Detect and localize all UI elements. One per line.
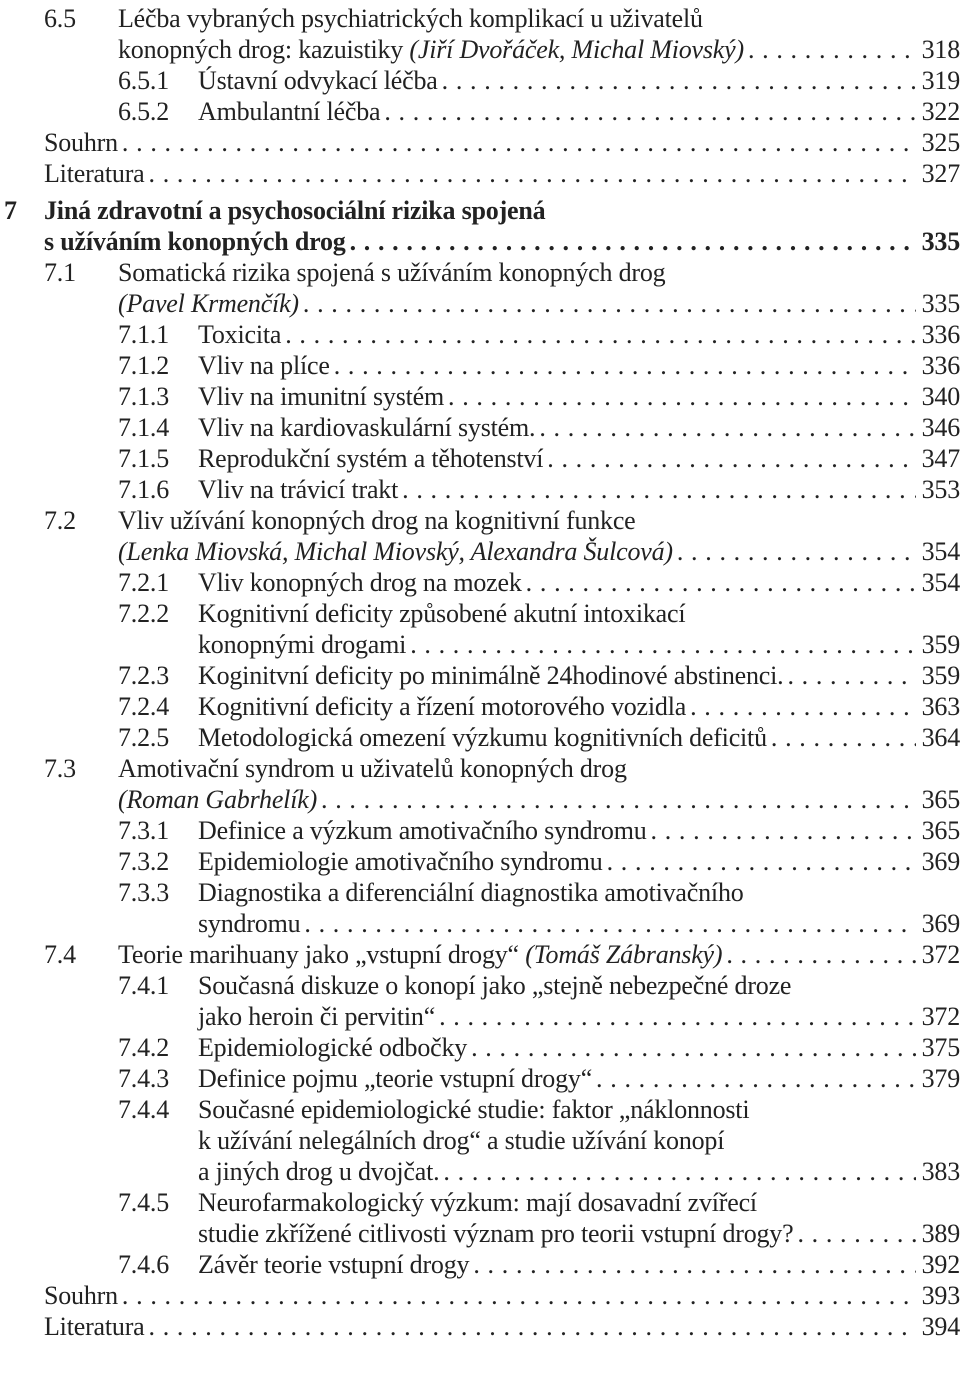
toc-entry[interactable] xyxy=(0,195,960,257)
dot-leader xyxy=(596,1063,916,1094)
section-title-text: Léčba vybraných psychiatrických komplikací u uživatelů xyxy=(118,4,703,33)
section-number: 7.3.3 xyxy=(118,878,170,907)
toc-entry-line xyxy=(0,815,960,846)
section-title-text: Vliv na plíce xyxy=(198,351,330,380)
dot-leader xyxy=(442,65,916,96)
page-number: 340 xyxy=(921,382,960,411)
dot-leader xyxy=(122,127,916,158)
toc-entry[interactable] xyxy=(0,474,960,505)
section-title xyxy=(198,629,410,660)
section-author: (Tomáš Zábranský) xyxy=(525,940,723,969)
dot-leader xyxy=(384,96,916,127)
section-title xyxy=(118,4,703,33)
section-title-text: Vliv na imunitní systém xyxy=(198,382,445,411)
toc-entry-line xyxy=(0,567,960,598)
section-title-text: konopnými drogami xyxy=(198,630,407,659)
toc-entry-line xyxy=(0,412,960,443)
dot-leader xyxy=(690,691,916,722)
toc-entry-line xyxy=(0,939,960,970)
section-title xyxy=(198,908,304,939)
toc-entry-line xyxy=(0,226,960,257)
toc-entry-line xyxy=(0,1156,960,1187)
section-title-text: Epidemiologie amotivačního syndromu xyxy=(198,847,603,876)
section-number: 7.3 xyxy=(44,754,76,783)
section-title xyxy=(198,443,547,474)
section-number: 7.4.2 xyxy=(118,1033,170,1062)
section-title xyxy=(198,567,526,598)
page-number: 359 xyxy=(921,630,960,659)
section-title xyxy=(198,319,285,350)
toc-entry-line xyxy=(0,1187,960,1218)
page-number: 365 xyxy=(921,785,960,814)
section-number: 7.1.4 xyxy=(118,413,170,442)
section-title-text: Amotivační syndrom u uživatelů konopných drog xyxy=(118,754,627,783)
toc-entry-line xyxy=(0,1311,960,1342)
toc-entry[interactable] xyxy=(0,598,960,660)
page-number: 319 xyxy=(921,66,960,95)
page-number: 363 xyxy=(921,692,960,721)
toc-entry-line xyxy=(0,65,960,96)
section-author: (Pavel Krmenčík) xyxy=(118,289,299,318)
section-title-text: Literatura xyxy=(44,1312,145,1341)
page-number: 354 xyxy=(921,568,960,597)
section-title-text: syndromu xyxy=(198,909,301,938)
page-number: 372 xyxy=(921,1002,960,1031)
section-title-text: Jiná zdravotní a psychosociální rizika spojená xyxy=(44,196,546,225)
page-number: 347 xyxy=(921,444,960,473)
dot-leader xyxy=(321,784,916,815)
section-title xyxy=(198,1218,797,1249)
dot-leader xyxy=(410,629,916,660)
section-title xyxy=(198,1063,596,1094)
toc-entry-line xyxy=(0,1125,960,1156)
page-number: 327 xyxy=(921,159,960,188)
toc-entry[interactable] xyxy=(0,443,960,474)
dot-leader xyxy=(439,1001,916,1032)
section-title xyxy=(44,226,350,257)
section-title-text: Literatura xyxy=(44,159,145,188)
section-title xyxy=(198,412,539,443)
toc-entry[interactable] xyxy=(0,753,960,815)
dot-leader xyxy=(473,1249,916,1280)
toc-entry[interactable] xyxy=(0,722,960,753)
section-author: (Lenka Miovská, Michal Miovský, Alexandra Šulcová) xyxy=(118,537,673,566)
page-number: 375 xyxy=(921,1033,960,1062)
section-title-text: Definice a výzkum amotivačního syndromu xyxy=(198,816,647,845)
section-title-text: Metodologická omezení výzkumu kognitivních deficitů xyxy=(198,723,767,752)
section-title-text: Toxicita xyxy=(198,320,282,349)
toc-entry[interactable] xyxy=(0,1280,960,1311)
toc-entry[interactable] xyxy=(0,350,960,381)
section-title xyxy=(198,846,607,877)
section-number: 6.5 xyxy=(44,4,76,33)
toc-entry-line xyxy=(0,784,960,815)
page-number: 365 xyxy=(921,816,960,845)
section-title-text: Vliv na trávicí trakt xyxy=(198,475,399,504)
toc-entry[interactable] xyxy=(0,319,960,350)
dot-leader xyxy=(607,846,916,877)
toc-entry[interactable] xyxy=(0,1063,960,1094)
page-number: 346 xyxy=(921,413,960,442)
page-number: 336 xyxy=(921,351,960,380)
toc-entry-line xyxy=(0,598,960,629)
section-title-text: Somatická rizika spojená s užíváním konopných drog xyxy=(118,258,666,287)
section-title xyxy=(198,691,690,722)
toc-entry[interactable] xyxy=(0,96,960,127)
toc-entry[interactable] xyxy=(0,65,960,96)
dot-leader xyxy=(149,1311,917,1342)
section-title-text: Vliv na kardiovaskulární systém. xyxy=(198,413,536,442)
toc-entry-line xyxy=(0,877,960,908)
section-title-text: Epidemiologické odbočky xyxy=(198,1033,468,1062)
toc-entry-line xyxy=(0,1001,960,1032)
section-number: 7 xyxy=(4,196,17,225)
toc-entry[interactable] xyxy=(0,691,960,722)
toc-entry[interactable] xyxy=(0,1249,960,1280)
dot-leader xyxy=(726,939,916,970)
dot-leader xyxy=(771,722,916,753)
section-title-text: Vliv užívání konopných drog na kognitivní funkce xyxy=(118,506,636,535)
section-title xyxy=(44,1280,122,1311)
section-title xyxy=(198,1156,443,1187)
section-title-text: Kognitivní deficity a řízení motorového vozidla xyxy=(198,692,687,721)
section-title xyxy=(198,722,771,753)
page-number: 364 xyxy=(921,723,960,752)
section-title xyxy=(198,1032,471,1063)
dot-leader xyxy=(122,1280,916,1311)
toc-entry[interactable] xyxy=(0,939,960,970)
section-number: 7.2.3 xyxy=(118,661,170,690)
section-number: 7.4.3 xyxy=(118,1064,170,1093)
dot-leader xyxy=(448,381,916,412)
section-number: 7.2 xyxy=(44,506,76,535)
section-title-text: Souhrn xyxy=(44,1281,118,1310)
section-title xyxy=(118,506,636,535)
dot-leader xyxy=(547,443,916,474)
toc-entry[interactable] xyxy=(0,660,960,691)
section-title-text: Reprodukční systém a těhotenství xyxy=(198,444,544,473)
dot-leader xyxy=(797,1218,916,1249)
section-number: 7.4.5 xyxy=(118,1188,170,1217)
page-number: 335 xyxy=(921,227,960,256)
section-title xyxy=(198,1095,749,1124)
toc-entry-line xyxy=(0,34,960,65)
section-title-text: Definice pojmu „teorie vstupní drogy“ xyxy=(198,1064,593,1093)
dot-leader xyxy=(539,412,916,443)
section-number: 7.2.4 xyxy=(118,692,170,721)
section-number: 7.3.1 xyxy=(118,816,170,845)
toc-entry-line xyxy=(0,257,960,288)
section-title xyxy=(198,96,384,127)
section-number: 6.5.2 xyxy=(118,97,170,126)
section-title-text: Souhrn xyxy=(44,128,118,157)
section-number: 7.4.4 xyxy=(118,1095,170,1124)
section-title xyxy=(44,196,545,225)
toc-entry-line xyxy=(0,1218,960,1249)
section-title-text: Kognitivní deficity způsobené akutní intoxikací xyxy=(198,599,686,628)
dot-leader xyxy=(334,350,916,381)
toc-entry-line xyxy=(0,288,960,319)
toc-entry[interactable] xyxy=(0,1187,960,1249)
toc-entry-line xyxy=(0,722,960,753)
section-number: 7.2.5 xyxy=(118,723,170,752)
section-title-text: Neurofarmakologický výzkum: mají dosavadní zvířecí xyxy=(198,1188,757,1217)
toc-entry-line xyxy=(0,970,960,1001)
page-number: 383 xyxy=(921,1157,960,1186)
toc-entry[interactable] xyxy=(0,412,960,443)
section-title-text: konopných drog: kazuistiky xyxy=(118,35,410,64)
dot-leader xyxy=(285,319,916,350)
section-title-text: a jiných drog u dvojčat. xyxy=(198,1157,440,1186)
dot-leader xyxy=(350,226,916,257)
section-title xyxy=(44,1311,149,1342)
section-number: 6.5.1 xyxy=(118,66,170,95)
page-number: 325 xyxy=(921,128,960,157)
section-title xyxy=(198,65,442,96)
page-number: 359 xyxy=(921,661,960,690)
page-number: 379 xyxy=(921,1064,960,1093)
section-number: 7.4.1 xyxy=(118,971,170,1000)
toc-entry-line xyxy=(0,127,960,158)
toc-entry[interactable] xyxy=(0,567,960,598)
section-number: 7.1.2 xyxy=(118,351,170,380)
toc-entry-line xyxy=(0,381,960,412)
section-title-text: Vliv konopných drog na mozek xyxy=(198,568,522,597)
dot-leader xyxy=(677,536,916,567)
page-number: 318 xyxy=(921,35,960,64)
page-number: 369 xyxy=(921,847,960,876)
section-title-text: Koginitvní deficity po minimálně 24hodinové abstinenci. xyxy=(198,661,784,690)
page-number: 389 xyxy=(921,1219,960,1248)
toc-entry-line xyxy=(0,350,960,381)
section-title xyxy=(44,158,149,189)
toc-entry-line xyxy=(0,158,960,189)
section-title xyxy=(44,127,122,158)
section-title xyxy=(198,1001,439,1032)
toc-entry-line xyxy=(0,3,960,34)
section-title-text: Současná diskuze o konopí jako „stejně nebezpečné droze xyxy=(198,971,792,1000)
page-number: 369 xyxy=(921,909,960,938)
section-title-text: Ústavní odvykací léčba xyxy=(198,66,438,95)
dot-leader xyxy=(304,908,916,939)
dot-leader xyxy=(787,660,916,691)
section-number: 7.2.1 xyxy=(118,568,170,597)
section-title-text: Závěr teorie vstupní drogy xyxy=(198,1250,470,1279)
toc-entry-line xyxy=(0,96,960,127)
toc-entry-line xyxy=(0,1032,960,1063)
toc-entry-line xyxy=(0,474,960,505)
dot-leader xyxy=(149,158,917,189)
section-title xyxy=(198,381,448,412)
toc-entry-line xyxy=(0,1094,960,1125)
toc-entry-line xyxy=(0,629,960,660)
toc-entry[interactable] xyxy=(0,877,960,939)
section-title xyxy=(198,660,787,691)
section-number: 7.1.1 xyxy=(118,320,170,349)
section-title-text: studie zkřížené citlivosti význam pro teorii vstupní drogy? xyxy=(198,1219,794,1248)
toc-entry[interactable] xyxy=(0,1311,960,1342)
dot-leader xyxy=(471,1032,916,1063)
toc-entry-line xyxy=(0,691,960,722)
section-title xyxy=(118,34,748,65)
page-number: 335 xyxy=(921,289,960,318)
section-title-text: k užívání nelegálních drog“ a studie užívání konopí xyxy=(198,1126,725,1155)
section-number: 7.1.3 xyxy=(118,382,170,411)
section-number: 7.4 xyxy=(44,940,76,969)
section-title xyxy=(198,1126,724,1155)
section-author: (Jiří Dvořáček, Michal Miovský) xyxy=(409,35,744,64)
section-title xyxy=(198,599,685,628)
dot-leader xyxy=(443,1156,916,1187)
toc-entry[interactable] xyxy=(0,3,960,65)
section-title-text: Diagnostika a diferenciální diagnostika amotivačního xyxy=(198,878,744,907)
section-title-text: Ambulantní léčba xyxy=(198,97,381,126)
toc-entry[interactable] xyxy=(0,815,960,846)
section-title xyxy=(198,878,744,907)
section-number: 7.1.5 xyxy=(118,444,170,473)
section-title xyxy=(198,350,334,381)
section-title xyxy=(118,536,677,567)
dot-leader xyxy=(526,567,916,598)
toc-entry-line xyxy=(0,1280,960,1311)
page-number: 336 xyxy=(921,320,960,349)
section-title-text: jako heroin či pervitin“ xyxy=(198,1002,436,1031)
section-title-text: Teorie marihuany jako „vstupní drogy“ xyxy=(118,940,526,969)
toc-entry[interactable] xyxy=(0,1032,960,1063)
page-number: 354 xyxy=(921,537,960,566)
toc-entry-line xyxy=(0,660,960,691)
section-title xyxy=(118,288,303,319)
toc-entry-line xyxy=(0,1063,960,1094)
toc-entry-line xyxy=(0,319,960,350)
toc-entry-line xyxy=(0,536,960,567)
toc-entry[interactable] xyxy=(0,257,960,319)
section-author: (Roman Gabrhelík) xyxy=(118,785,318,814)
toc-entry-line xyxy=(0,908,960,939)
toc-entry-line xyxy=(0,1249,960,1280)
page-number: 392 xyxy=(921,1250,960,1279)
section-title-text: s užíváním konopných drog xyxy=(44,227,346,256)
dot-leader xyxy=(303,288,916,319)
toc-entry-line xyxy=(0,443,960,474)
section-title xyxy=(198,1188,757,1217)
toc-entry-line xyxy=(0,505,960,536)
toc-entry[interactable] xyxy=(0,970,960,1032)
section-title xyxy=(118,258,665,287)
toc-entry[interactable] xyxy=(0,846,960,877)
page-number: 322 xyxy=(921,97,960,126)
dot-leader xyxy=(748,34,916,65)
toc-entry[interactable] xyxy=(0,1094,960,1187)
section-title xyxy=(118,754,627,783)
section-title-text: Současné epidemiologické studie: faktor „náklonnosti xyxy=(198,1095,750,1124)
dot-leader xyxy=(402,474,916,505)
toc-entry[interactable] xyxy=(0,158,960,189)
section-title xyxy=(198,474,402,505)
toc-entry-line xyxy=(0,846,960,877)
section-title xyxy=(198,1249,473,1280)
section-number: 7.1 xyxy=(44,258,76,287)
section-number: 7.2.2 xyxy=(118,599,170,628)
toc-entry[interactable] xyxy=(0,381,960,412)
toc-entry[interactable] xyxy=(0,127,960,158)
dot-leader xyxy=(651,815,916,846)
page-number: 353 xyxy=(921,475,960,504)
toc-entry-line xyxy=(0,753,960,784)
section-number: 7.4.6 xyxy=(118,1250,170,1279)
section-number: 7.3.2 xyxy=(118,847,170,876)
section-title xyxy=(118,784,321,815)
page-number: 372 xyxy=(921,940,960,969)
page-number: 393 xyxy=(921,1281,960,1310)
section-title xyxy=(198,971,791,1000)
section-title xyxy=(118,939,726,970)
section-title xyxy=(198,815,651,846)
page-number: 394 xyxy=(921,1312,960,1341)
section-number: 7.1.6 xyxy=(118,475,170,504)
toc-entry-line xyxy=(0,195,960,226)
toc-entry[interactable] xyxy=(0,505,960,567)
